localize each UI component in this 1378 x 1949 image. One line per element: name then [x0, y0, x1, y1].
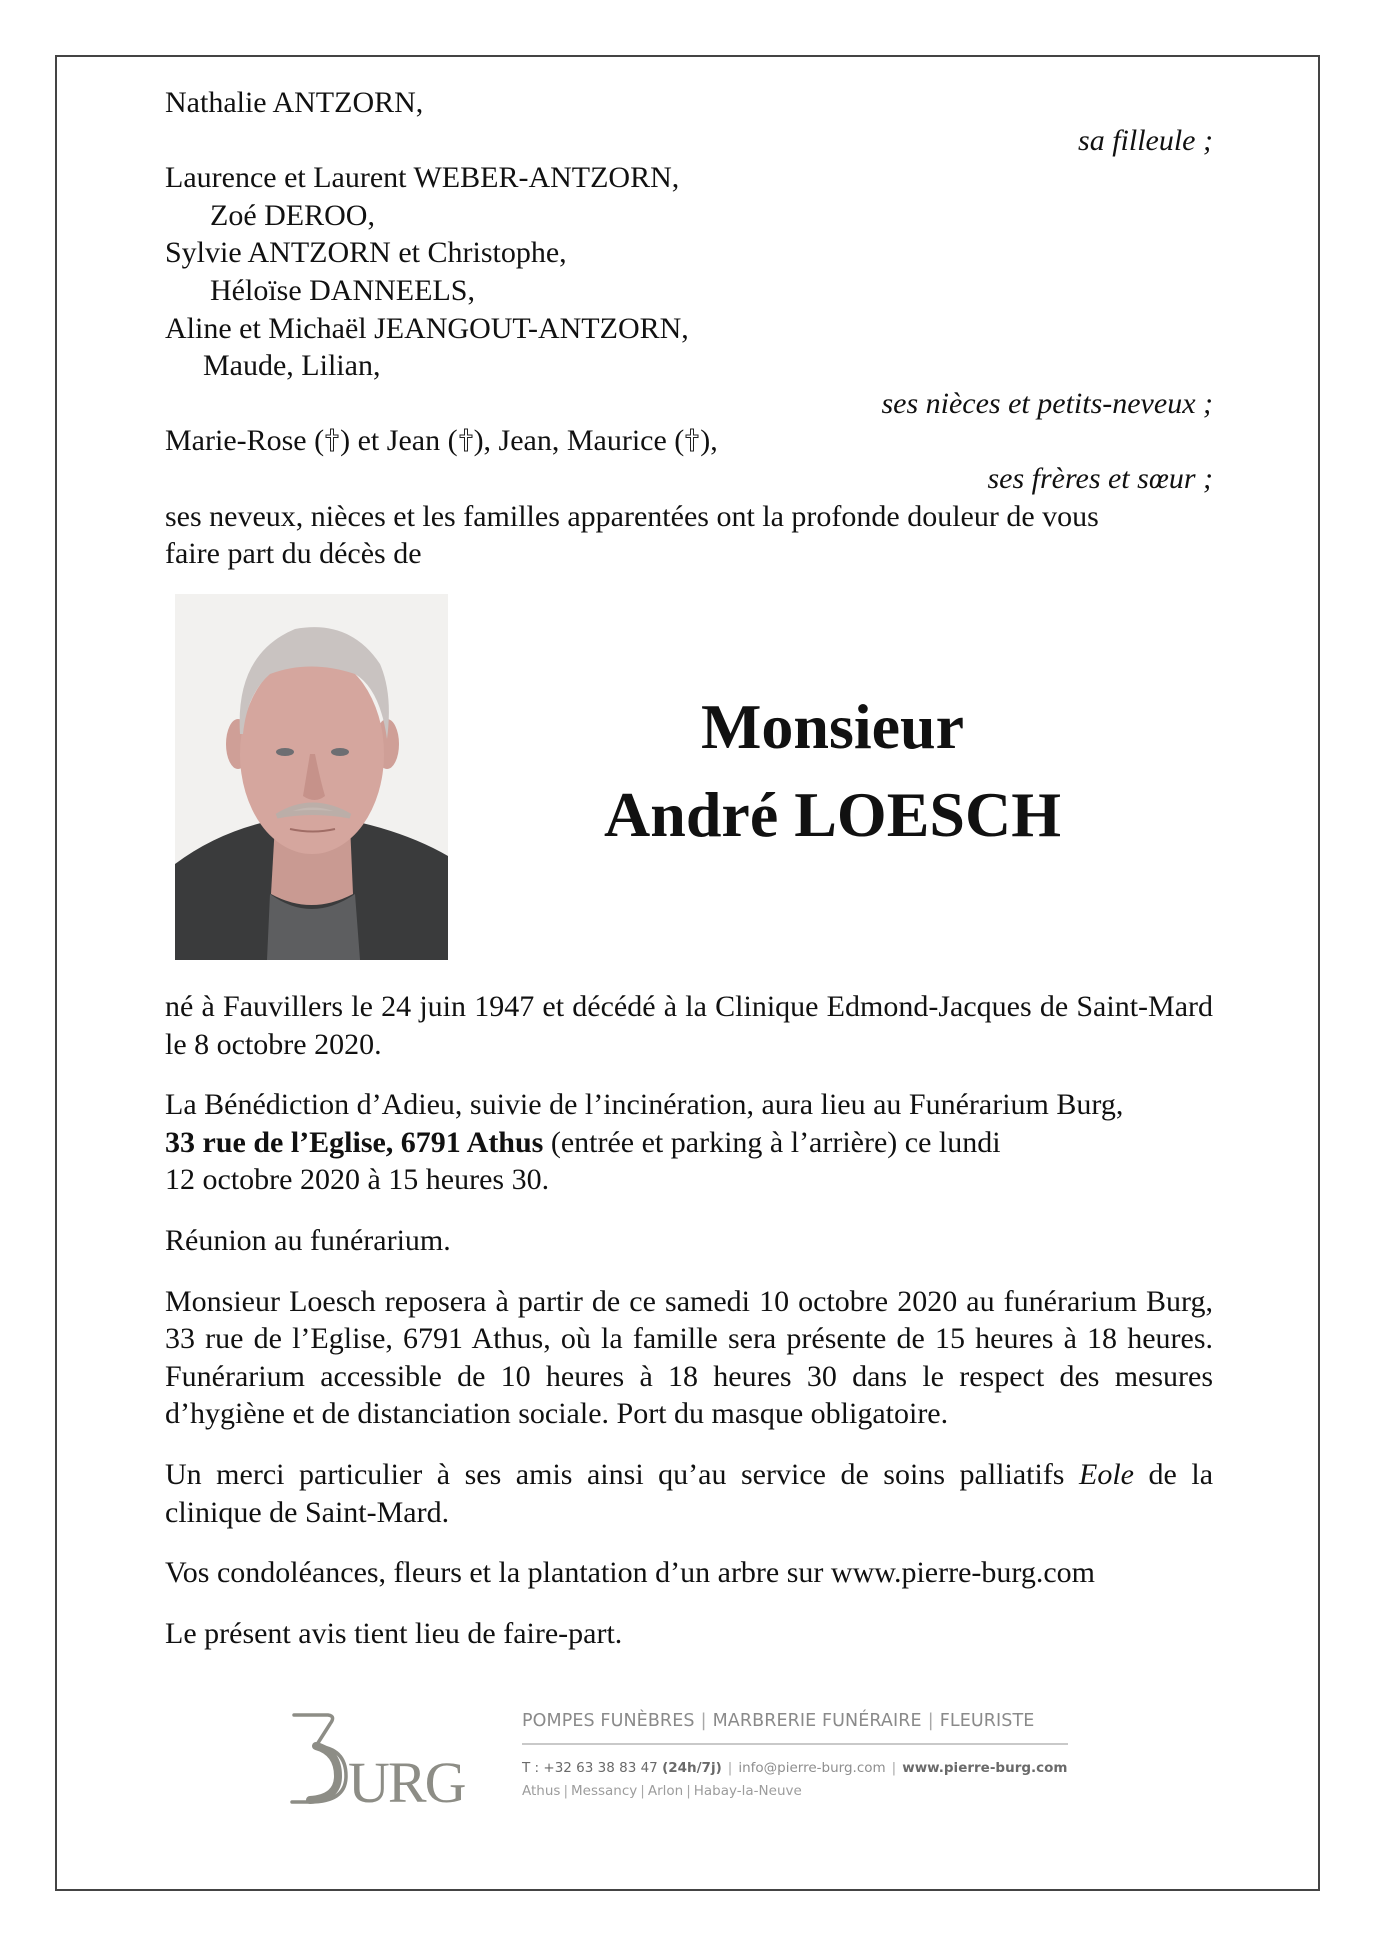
family-block: [165, 84, 1213, 573]
deceased-name: André LOESCH: [604, 779, 1061, 850]
ceremony-paragraph: [165, 1086, 1213, 1199]
portrait-image: [175, 594, 448, 960]
ceremony-address: 33 rue de l’Eglise, 6791 Athus: [165, 1125, 544, 1159]
service-label: POMPES FUNÈBRES: [522, 1711, 695, 1731]
sibling-name: ),: [700, 424, 718, 458]
family-line: Zoé DEROO,: [210, 198, 375, 232]
palliative-service-name: Eole: [1079, 1457, 1134, 1491]
relation-label: sa filleule ;: [1078, 123, 1213, 157]
visitation-paragraph: Monsieur Loesch reposera à partir de ce samedi 10 octobre 2020 au funérarium Burg, 33 rue de l’Eglise, 6791 Athus, où la famille sera présente de 15 heures à 18 heures. Funérarium accessible de 10 heures à 18 heures 30 dans le respect des mesures d’hygiène et de distanciation sociale. Port du masque obligatoire.: [165, 1284, 1213, 1431]
separator: |: [640, 1783, 645, 1799]
separator: |: [927, 1711, 934, 1731]
burg-logo: [288, 1706, 473, 1806]
footer-divider: [522, 1743, 1068, 1745]
condolences-paragraph: Vos condoléances, fleurs et la plantation d’un arbre sur www.pierre-burg.com: [165, 1556, 1095, 1590]
cross-icon: [685, 428, 699, 452]
notice-paragraph: Le présent avis tient lieu de faire-part.: [165, 1616, 623, 1650]
thanks-text: de la clinique de Saint-Mard.: [165, 1457, 1214, 1529]
sibling-name: ), Jean, Maurice (: [473, 424, 685, 458]
deceased-title: Monsieur: [700, 691, 965, 762]
separator: |: [727, 1760, 733, 1776]
thanks-paragraph: [165, 1456, 1213, 1531]
town-label: Arlon: [647, 1783, 684, 1799]
relation-label: ses nièces et petits-neveux ;: [881, 386, 1213, 420]
logo-letters: URG: [348, 1750, 465, 1806]
thanks-text: Un merci particulier à ses amis ainsi qu’au service de soins palliatifs: [165, 1457, 1065, 1491]
family-line: Maude, Lilian,: [203, 349, 381, 383]
siblings-line: [165, 422, 1213, 460]
town-label: Athus: [522, 1783, 561, 1799]
family-line: Sylvie ANTZORN et Christophe,: [165, 236, 567, 270]
announcement-line: faire part du décès de: [165, 537, 422, 571]
service-label: FLEURISTE: [939, 1711, 1035, 1731]
email-link[interactable]: info@pierre-burg.com: [738, 1760, 886, 1776]
footer-info: [522, 1708, 1068, 1803]
separator: |: [700, 1711, 707, 1731]
website-link[interactable]: www.pierre-burg.com: [902, 1760, 1068, 1776]
announcement-line: ses neveux, nièces et les familles apparentées ont la profonde douleur de vous: [165, 499, 1099, 533]
cross-icon: [325, 428, 339, 452]
birth-death-paragraph: né à Fauvillers le 24 juin 1947 et décédé à la Clinique Edmond-Jacques de Saint-Mard le 8 octobre 2020.: [165, 990, 1213, 1061]
sibling-name: ) et Jean (: [340, 424, 458, 458]
ceremony-text: (entrée et parking à l’arrière) ce lundi: [550, 1125, 1001, 1159]
services-line: [522, 1708, 1068, 1736]
separator: |: [686, 1783, 691, 1799]
reunion-paragraph: Réunion au funérarium.: [165, 1223, 451, 1257]
contact-line: [522, 1757, 1068, 1779]
family-line: Nathalie ANTZORN,: [165, 86, 424, 119]
service-label: MARBRERIE FUNÉRAIRE: [712, 1711, 922, 1731]
separator: |: [563, 1783, 568, 1799]
ceremony-date: 12 octobre 2020 à 15 heures 30.: [165, 1163, 550, 1197]
family-line: Laurence et Laurent WEBER-ANTZORN,: [165, 161, 680, 195]
sibling-name: Marie-Rose (: [165, 424, 325, 458]
phone-hours: (24h/7j): [662, 1760, 722, 1776]
deceased-photo: [175, 594, 448, 960]
towns-line: [522, 1779, 1068, 1803]
phone-number[interactable]: +32 63 38 83 47: [543, 1760, 658, 1776]
family-line: Héloïse DANNEELS,: [210, 273, 475, 307]
phone-label: T :: [522, 1760, 540, 1776]
family-line: Aline et Michaël JEANGOUT-ANTZORN,: [165, 311, 689, 345]
cross-icon: [459, 428, 473, 452]
town-label: Messancy: [571, 1783, 638, 1799]
separator: |: [891, 1760, 897, 1776]
ceremony-text: La Bénédiction d’Adieu, suivie de l’incinération, aura lieu au Funérarium Burg,: [165, 1088, 1124, 1122]
relation-label: ses frères et sœur ;: [987, 461, 1213, 495]
town-label: Habay-la-Neuve: [693, 1783, 802, 1799]
notice-body: [165, 988, 1213, 1675]
